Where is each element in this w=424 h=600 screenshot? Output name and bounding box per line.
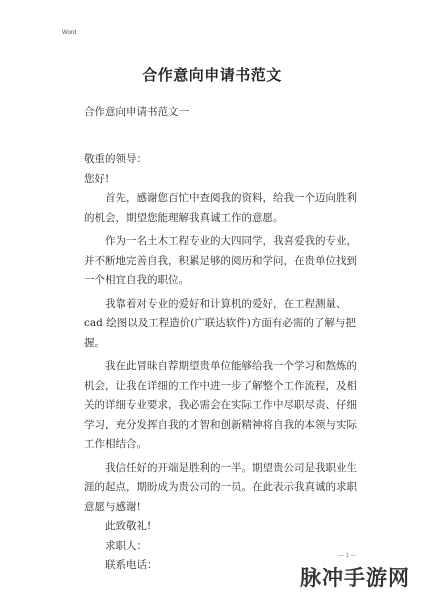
app-label: Word	[62, 30, 77, 36]
phone-label: 联系电话：	[105, 559, 158, 571]
document-title: 合作意向申请书范文	[142, 66, 282, 84]
paragraph-3: 我靠着对专业的爱好和计算机的爱好，在工程测量、cad 绘图以及工程造价(广联达软件)方面有必需的了解与把握。	[84, 297, 356, 349]
closing: 此致敬礼!	[105, 520, 152, 532]
paragraph-4: 我在此冒昧自荐期望贵单位能够给我一个学习和熬炼的机会，让我在详细的工作中进一步了解整个工作流程，及相关的详细专业要求，我必需会在实际工作中尽职尽责、仔细学习，充分发挥自我的才智和创新精神将自我的本领与实际工作相结合。	[84, 360, 357, 450]
paragraph-2: 作为一名土木工程专业的大四同学，我喜爱我的专业，并不断地完善自我，积累足够的阅历和学问，在贵单位找到一个相宜自我的职位。	[84, 235, 357, 286]
site-watermark: 脉冲手游网	[300, 566, 410, 590]
paragraph-5: 我信任好的开端是胜利的一半。期望贵公司是我职业生涯的起点，期盼成为贵公司的一员。在此表示我真诚的求职意愿与感谢!	[84, 461, 357, 513]
page-number: — 1 —	[338, 553, 357, 559]
paragraph-1: 首先，感谢您百忙中查阅我的资料，给我一个迈向胜利的机会，期望您能理解我真诚工作的意愿。	[84, 192, 357, 224]
document-subtitle: 合作意向申请书范文一	[84, 106, 189, 118]
salutation: 敬重的领导：	[84, 153, 147, 165]
signature-label: 求职人：	[105, 539, 147, 552]
document-body	[84, 150, 364, 576]
greeting: 您好!	[84, 172, 110, 185]
